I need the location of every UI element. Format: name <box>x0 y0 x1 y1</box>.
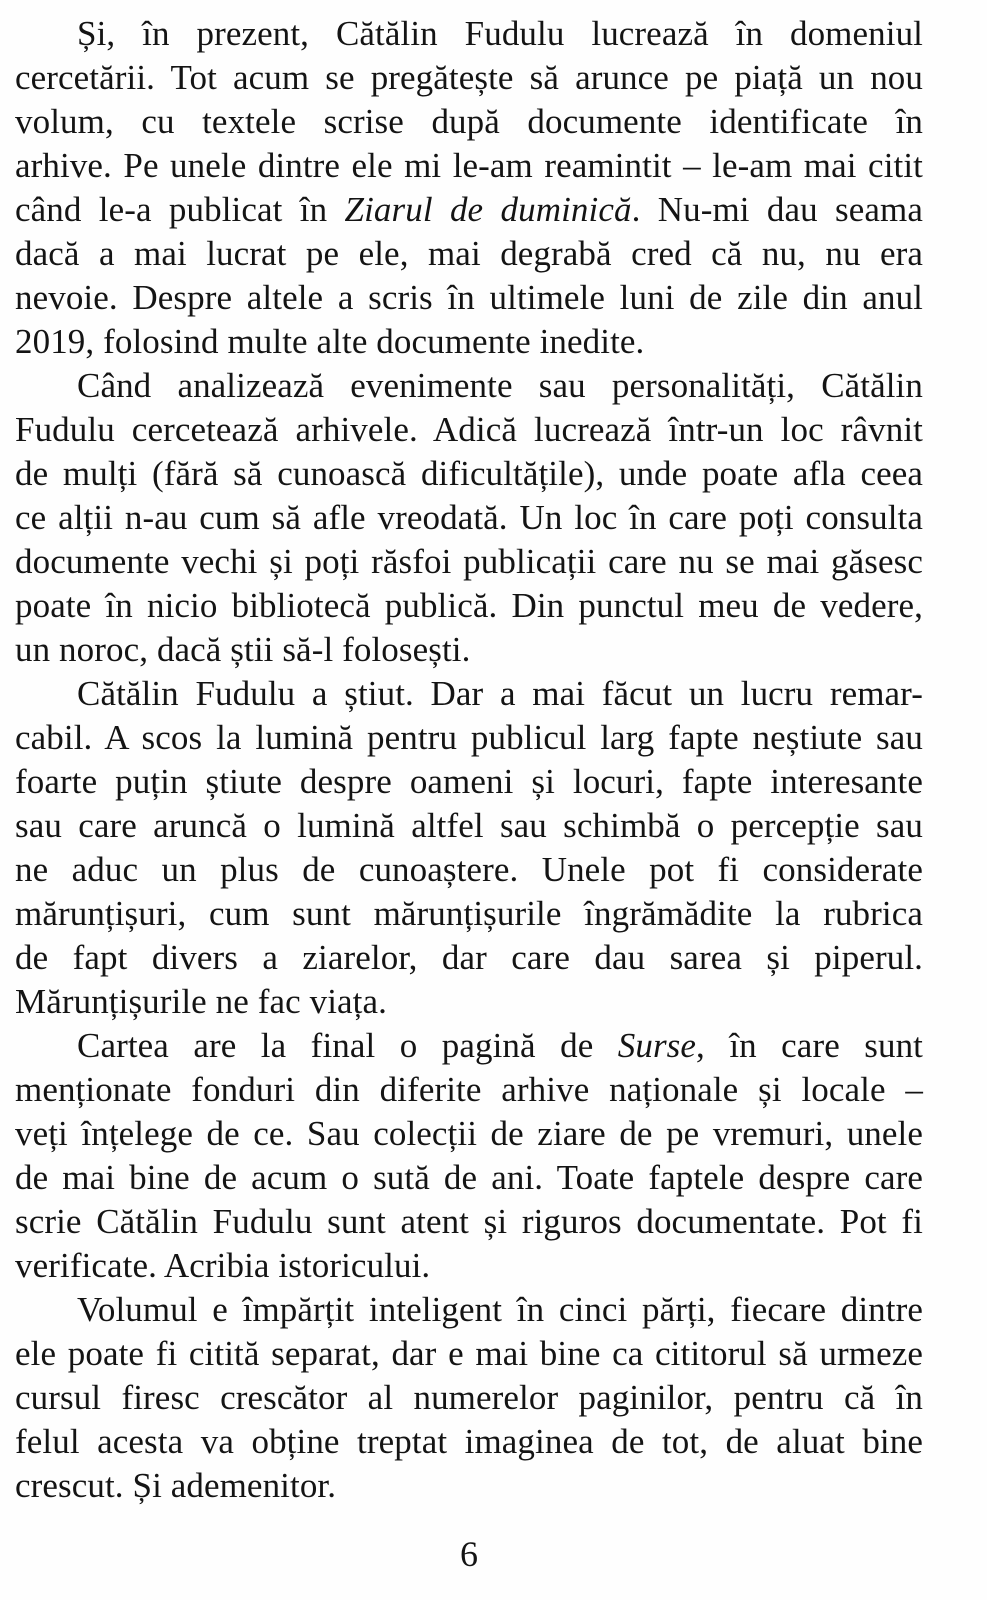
text-run: Când analizează evenimente sau personalități, Cătălin <box>77 366 923 405</box>
text-line <box>15 1464 923 1508</box>
paragraph <box>15 12 923 364</box>
text-line <box>15 100 923 144</box>
italic-text-run: Surse <box>617 1026 697 1065</box>
text-run: Și, în prezent, Cătălin Fudulu lucrează în domeniul <box>77 14 923 53</box>
text-run: foarte puțin știute despre oameni și locuri, fapte interesante <box>15 762 923 801</box>
text-run: volum, cu textele scrise după documente identificate în <box>15 102 923 141</box>
text-line <box>15 408 923 452</box>
text-line <box>15 1068 923 1112</box>
text-run: crescut. Și ademenitor. <box>15 1466 337 1505</box>
text-line <box>15 716 923 760</box>
text-run: ele poate fi citită separat, dar e mai bine ca cititorul să urmeze <box>15 1334 923 1373</box>
text-run: ne aduc un plus de cunoaștere. Unele pot fi considerate <box>15 850 923 889</box>
text-run: . Nu-mi dau seama <box>631 190 923 229</box>
text-line <box>15 320 923 364</box>
text-line <box>15 452 923 496</box>
text-line <box>15 980 923 1024</box>
text-run: când le-a publicat în <box>15 190 345 229</box>
text-run: Cartea are la final o pagină de <box>77 1026 618 1065</box>
paragraph <box>15 672 923 1024</box>
text-run: arhive. Pe unele dintre ele mi le-am reamintit – le-am mai citit <box>15 146 923 185</box>
text-run: Mărunțișurile ne fac viața. <box>15 982 387 1021</box>
text-run: ce alții n-au cum să afle vreodată. Un loc în care poți consulta <box>15 498 923 537</box>
text-line <box>15 188 923 232</box>
text-line <box>15 1332 923 1376</box>
text-line <box>15 276 923 320</box>
paragraph <box>15 1288 923 1508</box>
text-line <box>15 1376 923 1420</box>
text-run: cabil. A scos la lumină pentru publicul larg fapte neștiute sau <box>15 718 923 757</box>
text-line <box>15 760 923 804</box>
text-line <box>15 1156 923 1200</box>
text-line <box>15 144 923 188</box>
text-line <box>15 892 923 936</box>
text-line <box>15 540 923 584</box>
text-block <box>15 12 923 1508</box>
paragraph <box>15 364 923 672</box>
text-run: cercetării. Tot acum se pregătește să arunce pe piață un nou <box>15 58 923 97</box>
text-run: mărunțișuri, cum sunt mărunțișurile îngrămădite la rubrica <box>15 894 923 933</box>
text-run: felul acesta va obține treptat imaginea de tot, de aluat bine <box>15 1422 923 1461</box>
text-run: 2019, folosind multe alte documente inedite. <box>15 322 645 361</box>
text-line <box>15 848 923 892</box>
text-run: veți înțelege de ce. Sau colecții de ziare de pe vremuri, unele <box>15 1114 923 1153</box>
text-line <box>15 56 923 100</box>
text-line <box>15 1112 923 1156</box>
text-line <box>15 232 923 276</box>
text-line <box>15 1024 923 1068</box>
text-run: , în care sunt <box>696 1026 923 1065</box>
text-line <box>15 584 923 628</box>
text-line <box>15 1420 923 1464</box>
text-run: de fapt divers a ziarelor, dar care dau sarea și piperul. <box>15 938 923 977</box>
text-run: documente vechi și poți răsfoi publicații care nu se mai găsesc <box>15 542 923 581</box>
text-run: dacă a mai lucrat pe ele, mai degrabă cred că nu, nu era <box>15 234 923 273</box>
text-line <box>15 1200 923 1244</box>
paragraph <box>15 1024 923 1288</box>
text-line <box>15 804 923 848</box>
text-line <box>15 936 923 980</box>
text-run: menționate fonduri din diferite arhive naționale și locale – <box>15 1070 923 1109</box>
text-run: verificate. Acribia istoricului. <box>15 1246 431 1285</box>
text-line <box>15 628 923 672</box>
italic-text-run: Ziarul de duminică <box>344 190 632 229</box>
text-run: Volumul e împărțit inteligent în cinci părți, fiecare dintre <box>77 1290 923 1329</box>
page-number: 6 <box>460 1534 478 1574</box>
text-run: Fudulu cercetează arhivele. Adică lucrează într-un loc râvnit <box>15 410 923 449</box>
text-line <box>15 496 923 540</box>
text-run: sau care aruncă o lumină altfel sau schimbă o percepție sau <box>15 806 923 845</box>
text-run: poate în nicio bibliotecă publică. Din punctul meu de vedere, <box>15 586 923 625</box>
text-run: scrie Cătălin Fudulu sunt atent și riguros documentate. Pot fi <box>15 1202 923 1241</box>
text-line <box>15 1288 923 1332</box>
text-run: Cătălin Fudulu a știut. Dar a mai făcut un lucru remar- <box>77 674 923 713</box>
text-line <box>15 12 923 56</box>
text-run: de mulți (fără să cunoască dificultățile), unde poate afla ceea <box>15 454 923 493</box>
text-run: cursul firesc crescător al numerelor paginilor, pentru că în <box>15 1378 923 1417</box>
text-line <box>15 672 923 716</box>
text-run: de mai bine de acum o sută de ani. Toate faptele despre care <box>15 1158 923 1197</box>
text-line <box>15 364 923 408</box>
text-run: un noroc, dacă știi să-l folosești. <box>15 630 471 669</box>
text-line <box>15 1244 923 1288</box>
text-run: nevoie. Despre altele a scris în ultimele luni de zile din anul <box>15 278 923 317</box>
